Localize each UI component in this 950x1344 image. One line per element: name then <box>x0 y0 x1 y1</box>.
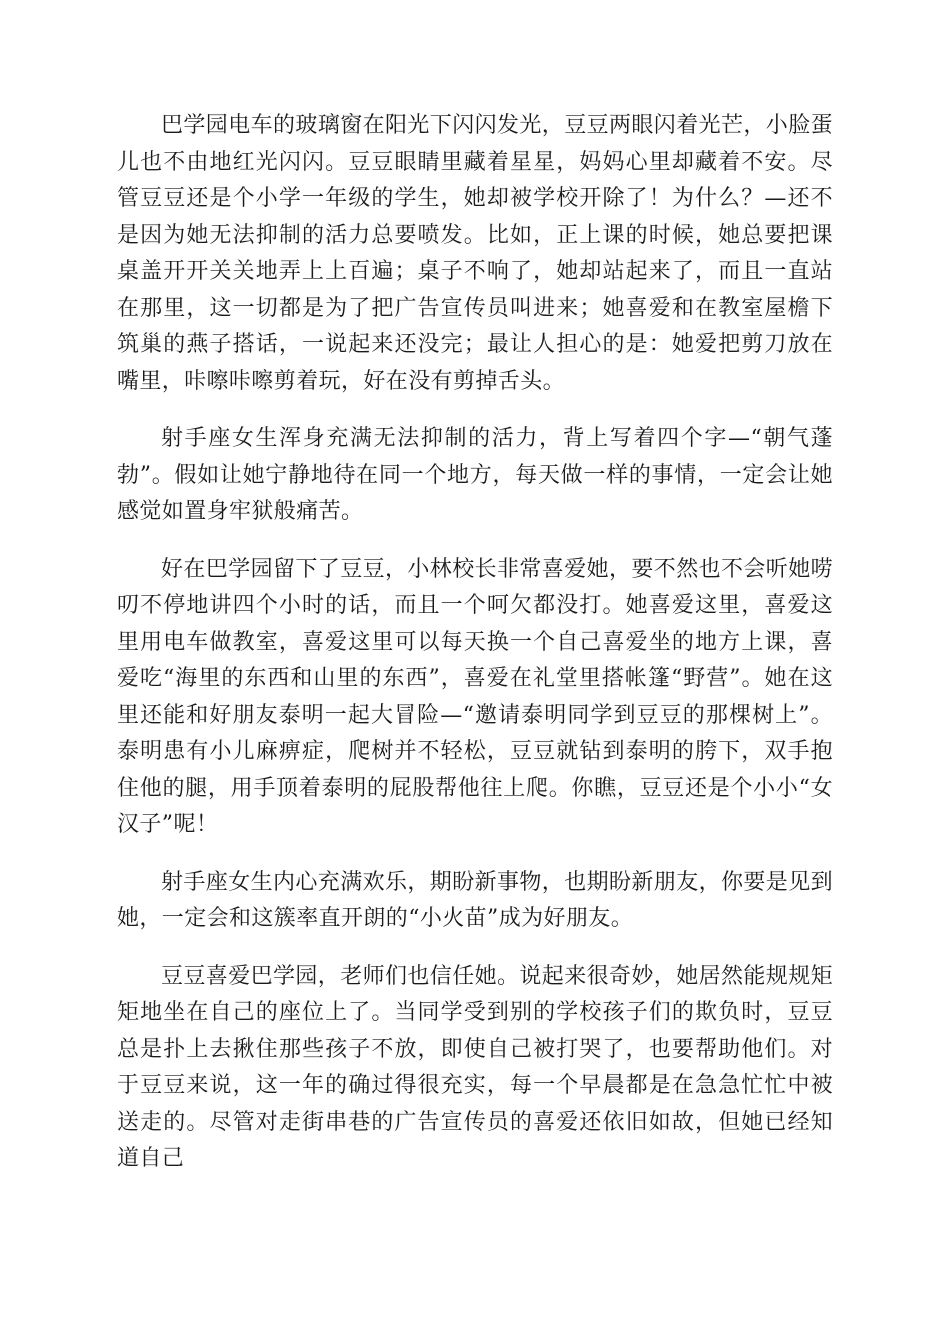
paragraph-5: 豆豆喜爱巴学园，老师们也信任她。说起来很奇妙，她居然能规规矩矩地坐在自己的座位上了。当同学受到别的学校孩子们的欺负时，豆豆总是扑上去揪住那些孩子不放，即使自己被打哭了，也要帮助他们。对于豆豆来说，这一年的确过得很充实，每一个早晨都是在急急忙忙中被送走的。尽管对走街串巷的广告宣传员的喜爱还依旧如故，但她已经知道自己 <box>117 963 834 1171</box>
paragraph-1: 巴学园电车的玻璃窗在阳光下闪闪发光，豆豆两眼闪着光芒，小脸蛋儿也不由地红光闪闪。豆豆眼睛里藏着星星，妈妈心里却藏着不安。尽管豆豆还是个小学一年级的学生，她却被学校开除了！为什么？—还不是因为她无法抑制的活力总要喷发。比如，正上课的时候，她总要把课桌盖开开关关地弄上上百遍；桌子不响了，她却站起来了，而且一直站在那里，这一切都是为了把广告宣传员叫进来；她喜爱和在教室屋檐下筑巢的燕子搭话，一说起来还没完；最让人担心的是：她爱把剪刀放在嘴里，咔嚓咔嚓剪着玩，好在没有剪掉舌头。 <box>117 113 834 394</box>
paragraph-3: 好在巴学园留下了豆豆，小林校长非常喜爱她，要不然也不会听她唠叨不停地讲四个小时的话，而且一个呵欠都没打。她喜爱这里，喜爱这里用电车做教室，喜爱这里可以每天换一个自己喜爱坐的地方上课，喜爱吃“海里的东西和山里的东西”，喜爱在礼堂里搭帐篷“野营”。她在这里还能和好朋友泰明一起大冒险—“邀请泰明同学到豆豆的那棵树上”。泰明患有小儿麻痹症，爬树并不轻松，豆豆就钻到泰明的胯下，双手抱住他的腿，用手顶着泰明的屁股帮他往上爬。你瞧，豆豆还是个小小“女汉子”呢！ <box>117 556 834 837</box>
paragraph-4: 射手座女生内心充满欢乐，期盼新事物，也期盼新朋友，你要是见到她，一定会和这簇率直开朗的“小火苗”成为好朋友。 <box>117 869 834 931</box>
document-body <box>117 108 833 1199</box>
paragraph-2: 射手座女生浑身充满无法抑制的活力，背上写着四个字—“朝气蓬勃”。假如让她宁静地待在同一个地方，每天做一样的事情，一定会让她感觉如置身牢狱般痛苦。 <box>117 426 833 524</box>
